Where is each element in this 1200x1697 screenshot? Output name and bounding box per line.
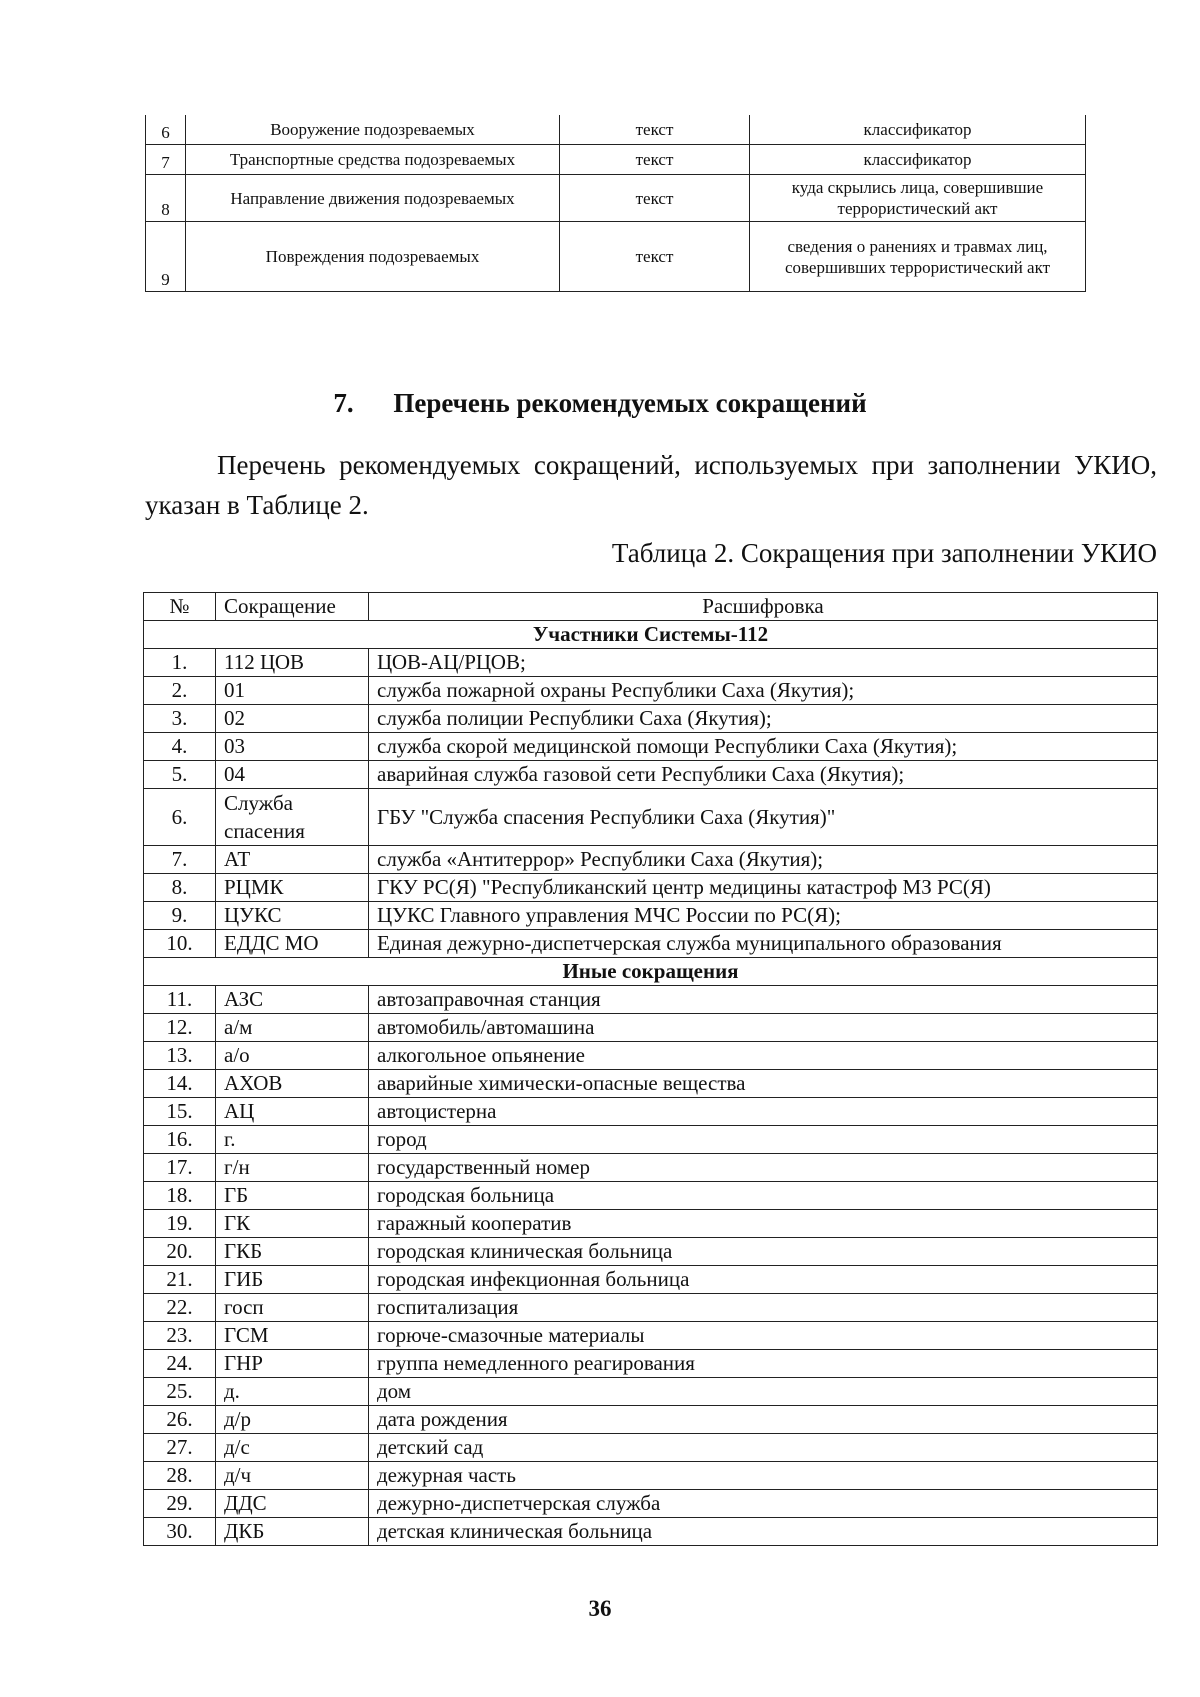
abbreviation: АЗС [216,986,369,1014]
expansion: горюче-смазочные материалы [369,1322,1158,1350]
expansion: служба пожарной охраны Республики Саха (Якутия); [369,677,1158,705]
row-number: 30. [144,1518,216,1546]
table-row [144,1238,1158,1266]
row-number: 7 [146,145,186,175]
table-row [146,222,1086,292]
field-type: текст [560,145,750,175]
row-number: 27. [144,1434,216,1462]
table-row [144,649,1158,677]
expansion: Единая дежурно-диспетчерская служба муниципального образования [369,930,1158,958]
expansion: дежурная часть [369,1462,1158,1490]
table-row [144,846,1158,874]
row-number: 29. [144,1490,216,1518]
abbreviation: а/о [216,1042,369,1070]
expansion: городская инфекционная больница [369,1266,1158,1294]
row-number: 11. [144,986,216,1014]
row-number: 20. [144,1238,216,1266]
expansion: государственный номер [369,1154,1158,1182]
abbreviation: ГИБ [216,1266,369,1294]
row-number: 24. [144,1350,216,1378]
row-number: 9 [146,222,186,292]
abbreviation: ГКБ [216,1238,369,1266]
section-row [144,958,1158,986]
row-number: 19. [144,1210,216,1238]
field-name: Транспортные средства подозреваемых [186,145,560,175]
expansion: город [369,1126,1158,1154]
row-number: 1. [144,649,216,677]
row-number: 2. [144,677,216,705]
expansion: группа немедленного реагирования [369,1350,1158,1378]
expansion: детский сад [369,1434,1158,1462]
expansion: аварийные химически-опасные вещества [369,1070,1158,1098]
table-row [144,1406,1158,1434]
expansion: автоцистерна [369,1098,1158,1126]
row-number: 14. [144,1070,216,1098]
expansion: служба скорой медицинской помощи Республики Саха (Якутия); [369,733,1158,761]
field-name: Направление движения подозреваемых [186,175,560,222]
header-num: № [144,593,216,621]
table-row [144,1042,1158,1070]
table-row [144,874,1158,902]
intro-paragraph: Перечень рекомендуемых сокращений, используемых при заполнении УКИО, указан в Таблице 2. [145,450,1157,520]
table-row [144,1462,1158,1490]
row-number: 25. [144,1378,216,1406]
header-desc: Расшифровка [369,593,1158,621]
table-row [144,1210,1158,1238]
abbreviation: г. [216,1126,369,1154]
expansion: ЦОВ-АЦ/РЦОВ; [369,649,1158,677]
abbreviation: д/с [216,1434,369,1462]
abbreviation: АЦ [216,1098,369,1126]
abbreviation: 03 [216,733,369,761]
row-number: 6. [144,789,216,846]
row-number: 9. [144,902,216,930]
table-row [144,733,1158,761]
expansion: городская клиническая больница [369,1238,1158,1266]
table-row [144,705,1158,733]
table-row [144,902,1158,930]
table-row [144,1490,1158,1518]
row-number: 6 [146,115,186,145]
abbreviation: ЦУКС [216,902,369,930]
row-number: 22. [144,1294,216,1322]
expansion: дом [369,1378,1158,1406]
abbreviation: РЦМК [216,874,369,902]
abbreviation: 02 [216,705,369,733]
abbreviation: д. [216,1378,369,1406]
table-row [144,1098,1158,1126]
expansion: госпитализация [369,1294,1158,1322]
table-row [144,1182,1158,1210]
row-number: 21. [144,1266,216,1294]
row-number: 12. [144,1014,216,1042]
section-title: Перечень рекомендуемых сокращений [393,388,867,418]
table-row [144,930,1158,958]
table-row [144,1014,1158,1042]
header-abbr: Сокращение [216,593,369,621]
abbreviation: ДДС [216,1490,369,1518]
table-row [144,789,1158,846]
field-type: текст [560,222,750,292]
prev-table [145,115,1086,292]
abbreviation: ГБ [216,1182,369,1210]
expansion: алкогольное опьянение [369,1042,1158,1070]
row-number: 23. [144,1322,216,1350]
table-row [144,1154,1158,1182]
abbreviation: ГСМ [216,1322,369,1350]
table-header-row [144,593,1158,621]
row-number: 7. [144,846,216,874]
abbreviation: ЕДДС МО [216,930,369,958]
abbreviation: АХОВ [216,1070,369,1098]
abbreviations-table [143,592,1158,1546]
row-number: 8. [144,874,216,902]
table-row [146,175,1086,222]
table-caption: Таблица 2. Сокращения при заполнении УКИО [611,538,1157,568]
section-title: Участники Системы-112 [144,621,1158,649]
expansion: дежурно-диспетчерская служба [369,1490,1158,1518]
field-name: Повреждения подозреваемых [186,222,560,292]
row-number: 17. [144,1154,216,1182]
field-note: классификатор [750,145,1086,175]
table-row [144,1350,1158,1378]
abbreviation: ГНР [216,1350,369,1378]
table-row [144,1126,1158,1154]
expansion: автомобиль/автомашина [369,1014,1158,1042]
table-row [144,986,1158,1014]
abbreviation: АТ [216,846,369,874]
abbreviation: ГК [216,1210,369,1238]
table-row [144,1266,1158,1294]
field-type: текст [560,175,750,222]
row-number: 4. [144,733,216,761]
field-note: классификатор [750,115,1086,145]
section-number: 7. [333,388,354,418]
section-title: Иные сокращения [144,958,1158,986]
abbreviation: госп [216,1294,369,1322]
table-row [144,761,1158,789]
expansion: служба «Антитеррор» Республики Саха (Якутия); [369,846,1158,874]
table-row [146,115,1086,145]
abbreviation: д/ч [216,1462,369,1490]
table-row [144,1434,1158,1462]
row-number: 8 [146,175,186,222]
table-row [144,1322,1158,1350]
table-row [144,1378,1158,1406]
row-number: 10. [144,930,216,958]
section-row [144,621,1158,649]
table-row [144,677,1158,705]
expansion: ЦУКС Главного управления МЧС России по РС(Я); [369,902,1158,930]
abbreviation: Служба спасения [216,789,369,846]
expansion: аварийная служба газовой сети Республики Саха (Якутия); [369,761,1158,789]
expansion: служба полиции Республики Саха (Якутия); [369,705,1158,733]
row-number: 16. [144,1126,216,1154]
field-note: куда скрылись лица, совершившие террористический акт [750,175,1086,222]
abbreviation: 112 ЦОВ [216,649,369,677]
row-number: 3. [144,705,216,733]
row-number: 18. [144,1182,216,1210]
row-number: 26. [144,1406,216,1434]
row-number: 5. [144,761,216,789]
expansion: городская больница [369,1182,1158,1210]
section-heading [0,388,1200,419]
row-number: 15. [144,1098,216,1126]
expansion: дата рождения [369,1406,1158,1434]
page-number: 36 [588,1596,612,1621]
row-number: 28. [144,1462,216,1490]
abbreviation: а/м [216,1014,369,1042]
table-row [144,1294,1158,1322]
row-number: 13. [144,1042,216,1070]
abbreviation: 01 [216,677,369,705]
field-note: сведения о ранениях и травмах лиц, совершивших террористический акт [750,222,1086,292]
table-row [144,1518,1158,1546]
table-row [146,145,1086,175]
table-row [144,1070,1158,1098]
abbreviation: ДКБ [216,1518,369,1546]
expansion: детская клиническая больница [369,1518,1158,1546]
expansion: автозаправочная станция [369,986,1158,1014]
abbreviation: д/р [216,1406,369,1434]
expansion: ГБУ "Служба спасения Республики Саха (Якутия)" [369,789,1158,846]
field-name: Вооружение подозреваемых [186,115,560,145]
expansion: ГКУ РС(Я) "Республиканский центр медицины катастроф МЗ РС(Я) [369,874,1158,902]
field-type: текст [560,115,750,145]
abbreviation: 04 [216,761,369,789]
abbreviation: г/н [216,1154,369,1182]
expansion: гаражный кооператив [369,1210,1158,1238]
